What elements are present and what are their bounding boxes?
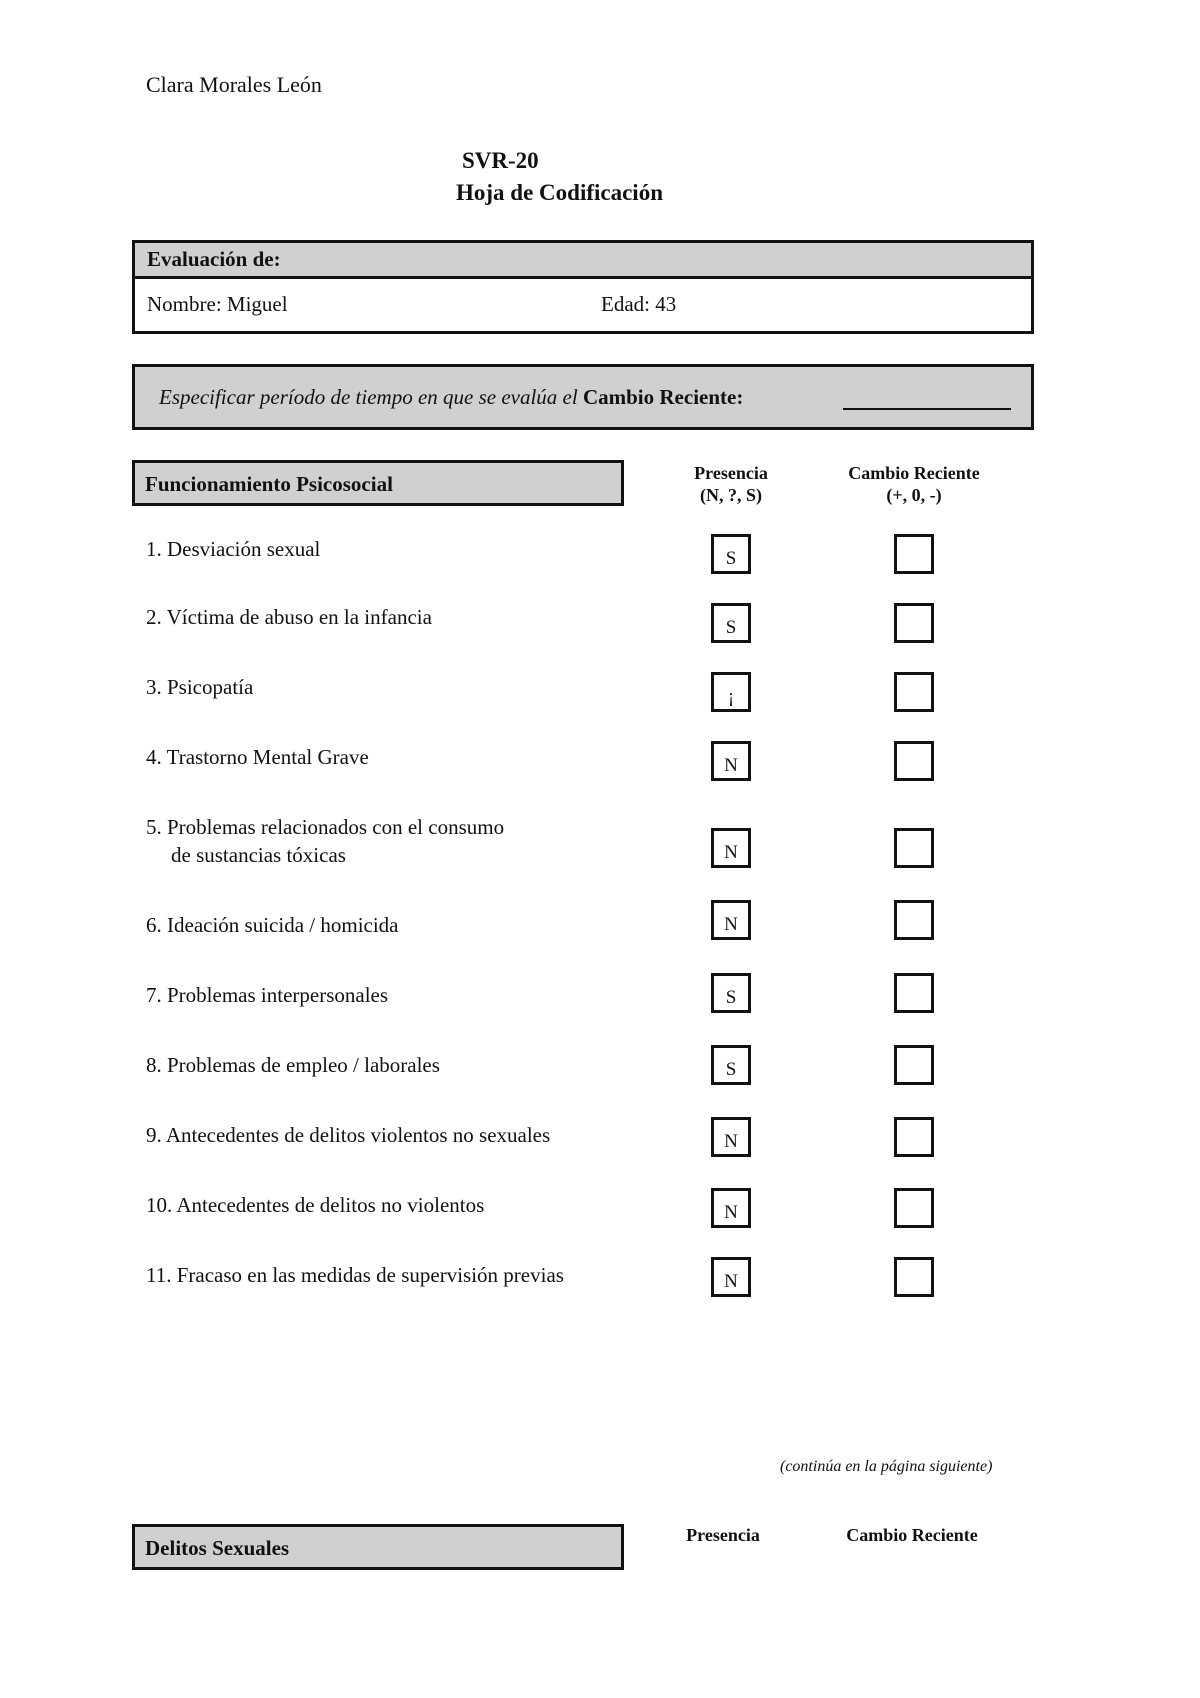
section-sexual-offenses-header xyxy=(132,1524,624,1570)
change-box[interactable] xyxy=(894,973,934,1013)
presence-value: N xyxy=(724,914,738,935)
presence-header-label: Presencia xyxy=(694,463,768,483)
presence-box[interactable] xyxy=(711,828,751,868)
presence-value: S xyxy=(725,617,737,638)
period-text xyxy=(159,385,743,410)
author-name: Clara Morales León xyxy=(146,72,322,97)
presence-box[interactable] xyxy=(711,603,751,643)
presence-value: N xyxy=(724,842,738,863)
change-box[interactable] xyxy=(894,534,934,574)
presence-box[interactable] xyxy=(711,1045,751,1085)
item-label: 3. Psicopatía xyxy=(146,675,254,699)
period-bold-text: Cambio Reciente: xyxy=(582,385,744,409)
continues-note: (continúa en la página siguiente) xyxy=(780,1458,993,1475)
presence-value: N xyxy=(724,1131,738,1152)
item-label-continued: de sustancias tóxicas xyxy=(171,843,346,867)
evaluation-age: Edad: 43 xyxy=(601,292,677,316)
presence-box[interactable] xyxy=(711,1257,751,1297)
presence-box[interactable] xyxy=(711,1188,751,1228)
presence-box[interactable] xyxy=(711,534,751,574)
change-box[interactable] xyxy=(894,603,934,643)
presence-column-header xyxy=(681,462,781,506)
presence-box[interactable] xyxy=(711,1117,751,1157)
period-blank-line[interactable] xyxy=(843,408,1011,410)
section-psychosocial-header xyxy=(132,460,624,506)
evaluation-header xyxy=(135,243,1031,279)
page-subtitle: Hoja de Codificación xyxy=(456,180,663,205)
change-box[interactable] xyxy=(894,672,934,712)
evaluation-box xyxy=(132,240,1034,334)
item-label: 11. Fracaso en las medidas de supervisión previas xyxy=(146,1263,564,1287)
section-sexual-offenses-title: Delitos Sexuales xyxy=(145,1536,290,1560)
item-label: 7. Problemas interpersonales xyxy=(146,983,389,1007)
change-column-header xyxy=(834,462,994,506)
presence-box[interactable] xyxy=(711,900,751,940)
evaluation-name: Nombre: Miguel xyxy=(147,292,288,316)
change-box[interactable] xyxy=(894,1257,934,1297)
change-header-options: (+, 0, -) xyxy=(886,485,942,505)
change-box[interactable] xyxy=(894,828,934,868)
item-label: 1. Desviación sexual xyxy=(146,537,321,561)
evaluation-header-label: Evaluación de: xyxy=(147,247,281,271)
period-italic-text: Especificar período de tiempo en que se evalúa el xyxy=(159,385,578,409)
change-box[interactable] xyxy=(894,900,934,940)
item-label: 10. Antecedentes de delitos no violentos xyxy=(146,1193,485,1217)
presence-value: N xyxy=(724,755,738,776)
item-label: 4. Trastorno Mental Grave xyxy=(146,745,369,769)
item-label: 6. Ideación suicida / homicida xyxy=(146,913,399,937)
presence-header-options: (N, ?, S) xyxy=(700,485,762,505)
change-column-header-2: Cambio Reciente xyxy=(846,1525,978,1545)
change-box[interactable] xyxy=(894,1045,934,1085)
presence-value: N xyxy=(724,1202,738,1223)
presence-value: S xyxy=(725,548,737,569)
presence-box[interactable] xyxy=(711,741,751,781)
change-box[interactable] xyxy=(894,741,934,781)
item-label: 9. Antecedentes de delitos violentos no sexuales xyxy=(146,1123,551,1147)
presence-value: ¡ xyxy=(727,686,735,707)
presence-value: S xyxy=(725,1059,737,1080)
presence-box[interactable] xyxy=(711,672,751,712)
change-box[interactable] xyxy=(894,1188,934,1228)
presence-value: S xyxy=(725,987,737,1008)
presence-column-header-2: Presencia xyxy=(686,1525,760,1545)
section-psychosocial-title: Funcionamiento Psicosocial xyxy=(145,472,393,496)
presence-value: N xyxy=(724,1271,738,1292)
presence-box[interactable] xyxy=(711,973,751,1013)
period-box xyxy=(132,364,1034,430)
change-header-label: Cambio Reciente xyxy=(848,463,980,483)
item-label: 8. Problemas de empleo / laborales xyxy=(146,1053,440,1077)
item-label: 5. Problemas relacionados con el consumo xyxy=(146,815,505,839)
change-box[interactable] xyxy=(894,1117,934,1157)
item-label: 2. Víctima de abuso en la infancia xyxy=(146,605,432,629)
page-title: SVR-20 xyxy=(462,148,539,173)
